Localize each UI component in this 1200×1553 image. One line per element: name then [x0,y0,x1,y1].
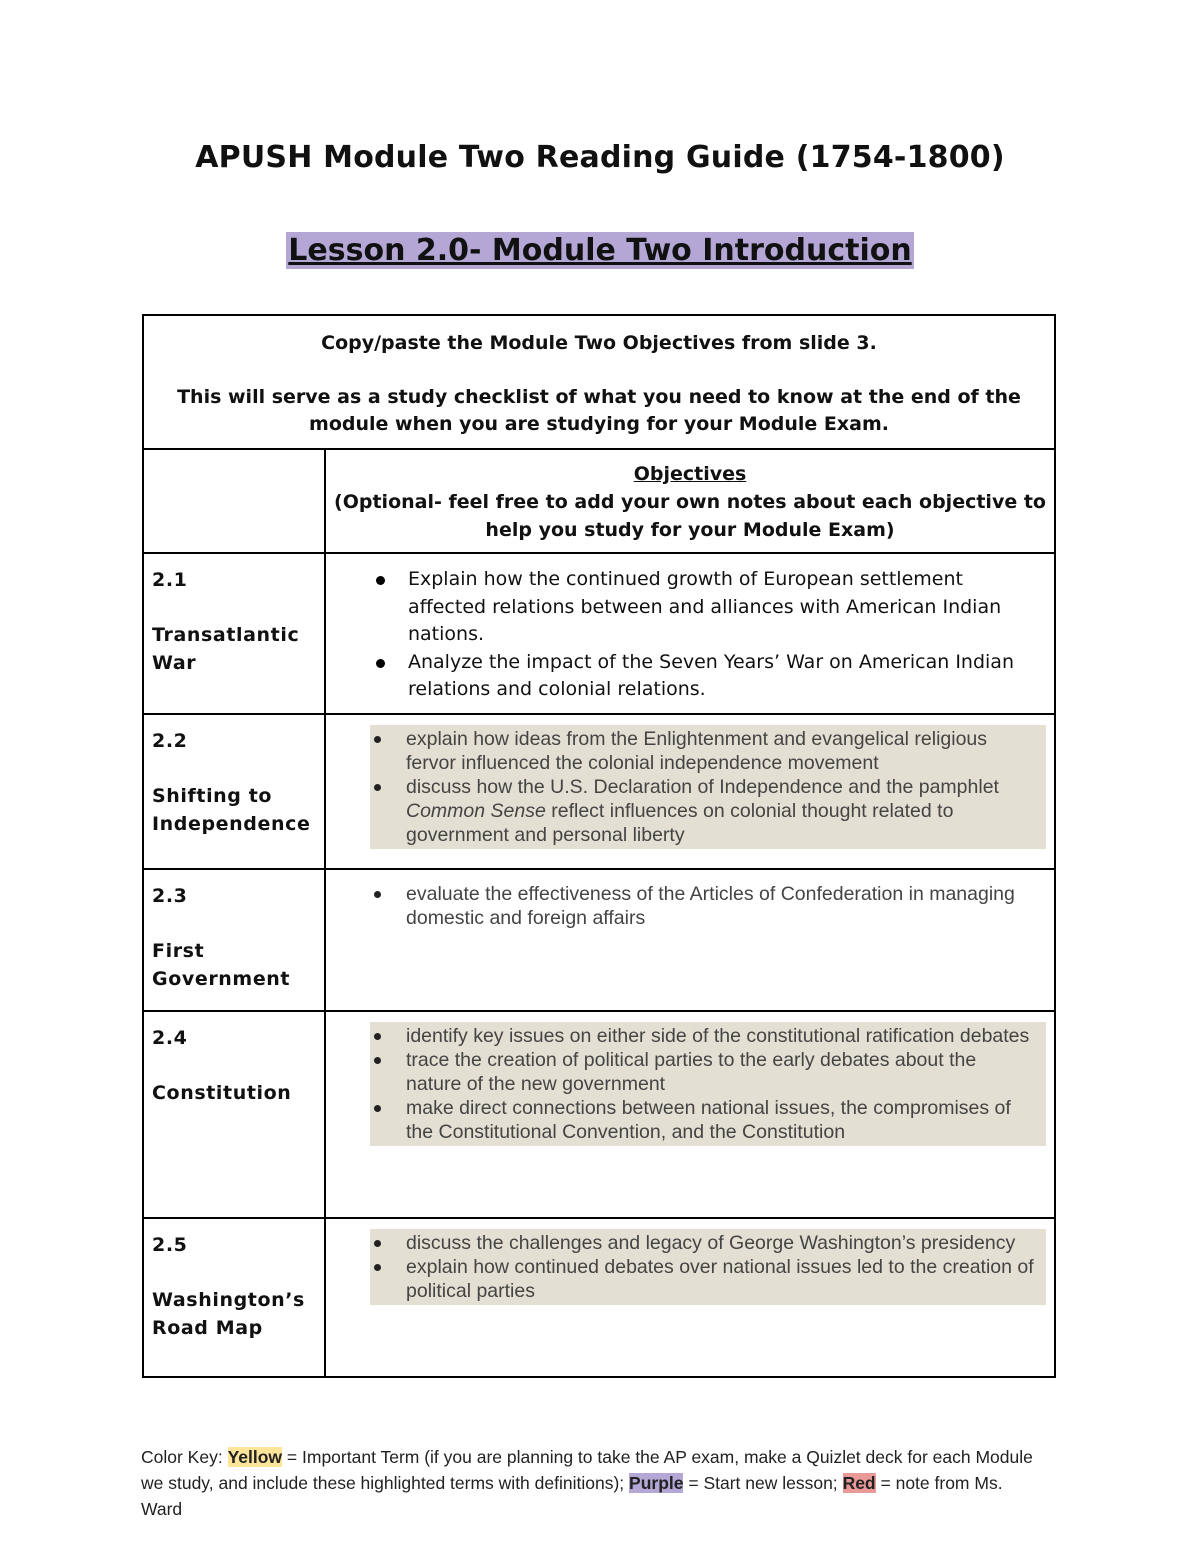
lesson-heading-text: Lesson 2.0- Module Two Introduction [288,233,912,268]
lesson-name: Washington’s Road Map [152,1289,305,1339]
objective-text: reflect influences on colonial thought related to government and personal liberty [406,800,954,846]
color-key-purple-desc: = Start new lesson; [688,1473,838,1493]
color-key-purple: Purple [629,1473,684,1493]
intro-row [143,315,1055,449]
lesson-objectives-cell [325,869,1055,1011]
intro-line-1: Copy/paste the Module Two Objectives from slide 3. [321,332,877,354]
color-key-red: Red [842,1473,876,1493]
highlighted-objectives [370,1022,1046,1146]
objective-item: Analyze the impact of the Seven Years’ War on American Indian relations and colonial relations. [370,649,1046,704]
objective-list [370,882,1046,930]
lesson-label-cell [143,869,325,1011]
objective-item: Explain how the continued growth of European settlement affected relations between and alliances with American Indian nations. [370,566,1046,649]
lesson-objectives-cell [325,1218,1055,1377]
highlighted-objectives [370,725,1046,849]
lesson-row-2-4 [143,1011,1055,1218]
objective-item: explain how continued debates over national issues led to the creation of political parties [370,1255,1036,1303]
color-key-prefix: Color Key: [141,1447,223,1467]
lesson-objectives-cell [325,1011,1055,1218]
objectives-header-cell [325,449,1055,553]
lesson-row-2-5 [143,1218,1055,1377]
objective-item: discuss the challenges and legacy of George Washington’s presidency [370,1231,1036,1255]
lesson-number: 2.5 [152,1234,188,1256]
lesson-label-cell [143,1011,325,1218]
lesson-number: 2.2 [152,730,188,752]
objective-text: discuss how the U.S. Declaration of Independence and the pamphlet [406,776,999,798]
color-key-yellow-desc: = Important Term (if you are planning to take the AP exam, make a Quizlet deck for each Module we study, and include these highlighted terms with definitions); [141,1447,1033,1493]
color-key-yellow: Yellow [227,1447,283,1467]
lesson-name: Transatlantic War [152,624,300,674]
lesson-number: 2.3 [152,885,188,907]
lesson-number: 2.1 [152,569,188,591]
lesson-row-2-2 [143,714,1055,869]
lesson-objectives-cell [325,714,1055,869]
objectives-header-row [143,449,1055,553]
lesson-label-cell [143,714,325,869]
lesson-label-cell [143,553,325,714]
color-key [141,1444,1041,1522]
objective-item: evaluate the effectiveness of the Articles of Confederation in managing domestic and foreign affairs [370,882,1046,930]
highlighted-objectives [370,1229,1046,1305]
objective-item: trace the creation of political parties to the early debates about the nature of the new government [370,1048,1036,1096]
intro-cell [143,315,1055,449]
objective-list [370,1024,1036,1144]
lesson-label-cell [143,1218,325,1377]
objective-item: identify key issues on either side of the constitutional ratification debates [370,1024,1036,1048]
intro-line-2: This will serve as a study checklist of what you need to know at the end of the module when you are studying for your Module Exam. [177,386,1021,435]
lesson-name: First Government [152,940,291,990]
objective-item: make direct connections between national issues, the compromises of the Constitutional Convention, and the Constitution [370,1096,1036,1144]
objective-item: explain how ideas from the Enlightenment and evangelical religious fervor influenced the colonial independence movement [370,727,1036,775]
header-empty-cell [143,449,325,553]
lesson-heading [0,233,1200,268]
objective-title-italic: Common Sense [406,800,546,822]
objective-list [370,727,1036,847]
lesson-objectives-cell [325,553,1055,714]
objective-item [370,775,1036,847]
objectives-wrap [370,880,1046,930]
lesson-name: Shifting to Independence [152,785,311,835]
objective-list [370,566,1046,704]
color-key-red-desc: = note from Ms. Ward [141,1473,1003,1519]
document-title: APUSH Module Two Reading Guide (1754-1800) [195,140,1005,175]
lesson-row-2-3 [143,869,1055,1011]
lesson-number: 2.4 [152,1027,188,1049]
objectives-header-title: Objectives [633,463,747,485]
lesson-row-2-1 [143,553,1055,714]
objectives-table [142,314,1056,1378]
lesson-name: Constitution [152,1082,292,1104]
objective-list [370,1231,1036,1303]
objectives-header-note: (Optional- feel free to add your own notes about each objective to help you study for your Module Exam) [334,491,1046,541]
